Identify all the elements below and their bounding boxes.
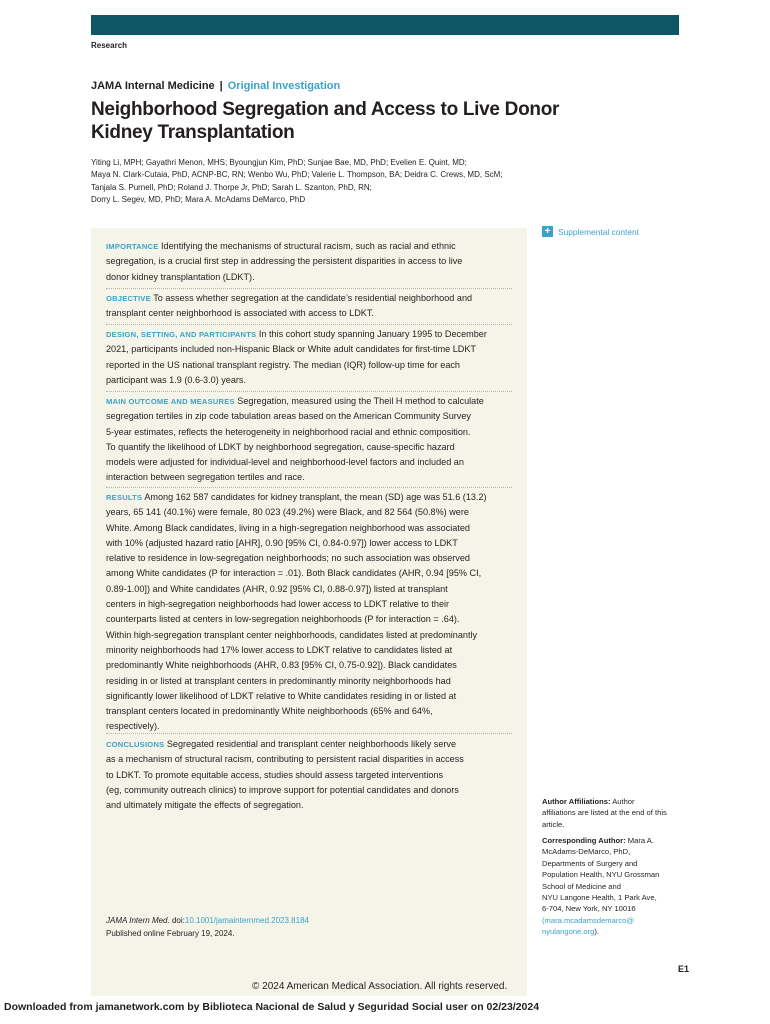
title-line: Neighborhood Segregation and Access to Live Donor (91, 99, 560, 120)
abstract-heading: MAIN OUTCOME AND MEASURES (106, 397, 235, 406)
email-link[interactable]: (mara.mcadamsdemarco@ (542, 915, 635, 925)
section-label: Research (91, 41, 128, 50)
abstract-line: reported in the US national transplant registry. The median (IQR) follow-up time for each (106, 359, 460, 370)
section-divider (106, 487, 512, 488)
supplemental-label: Supplemental content (558, 226, 640, 237)
abstract-line: (eg, community outreach clinics) to improve support for potential candidates and donors (106, 784, 459, 795)
abstract-line: respectively). (106, 721, 160, 732)
doi-link[interactable]: 10.1001/jamainternmed.2023.8184 (184, 916, 309, 925)
abstract-objective (106, 291, 518, 322)
corresponding-line: Population Health, NYU Grossman (542, 870, 660, 880)
email-close: ). (594, 927, 599, 937)
corresponding-line: School of Medicine and (542, 881, 621, 891)
copyright-notice: © 2024 American Medical Association. All rights reserved. (252, 981, 508, 992)
abstract-line: predominantly White neighborhoods (AHR, 0.83 [95% CI, 0.75-0.92]). Black candidates (106, 660, 457, 671)
abstract-line: years, 65 141 (40.1%) were female, 80 023 (49.2%) were Black, and 82 564 (50.8%) were (106, 507, 469, 518)
abstract-line: donor kidney transplantation (LDKT). (106, 271, 255, 282)
corresponding-line: Mara A. (627, 836, 654, 845)
corresponding-line: 6-704, New York, NY 10016 (542, 904, 636, 914)
title-line: Kidney Transplantation (91, 122, 295, 143)
abstract-line: Identifying the mechanisms of structural racism, such as racial and ethnic (161, 241, 456, 251)
abstract-line: minority neighborhoods had 17% lower access to LDKT relative to candidates listed at (106, 644, 453, 655)
abstract-line: Among 162 587 candidates for kidney transplant, the mean (SD) age was 51.6 (13.2) (144, 492, 487, 502)
abstract-line: with 10% (adjusted hazard ratio [AHR], 0.90 [95% CI, 0.84-0.97]) lower access to LDKT (106, 537, 458, 548)
abstract-line: In this cohort study spanning January 1995 to December (258, 329, 487, 339)
abstract-line: Segregated residential and transplant center neighborhoods likely serve (166, 739, 457, 749)
author-line: Maya N. Clark-Cutaia, PhD, ACNP-BC, RN; Wenbo Wu, PhD; Valerie L. Thompson, BA; Deidra C. Crews, MD, ScM; (91, 170, 503, 180)
abstract-line: as a mechanism of structural racism, contributing to persistent racial disparities in access (106, 754, 464, 765)
abstract-line: significantly lower likelihood of LDKT relative to White candidates residing in or listed at (106, 690, 457, 701)
journal-name: JAMA Internal Medicine (91, 80, 215, 92)
abstract-conclusions (106, 737, 518, 813)
abstract-line: To quantify the likelihood of LDKT by neighborhood segregation, cause-specific hazard (106, 441, 455, 452)
journal-abbrev: JAMA Intern Med. (106, 916, 170, 925)
author-list (91, 157, 591, 207)
abstract-line: centers in high-segregation neighborhoods had lower access to LDKT relative to their (106, 599, 450, 610)
author-affiliations (542, 796, 692, 830)
supplemental-content-link[interactable] (542, 226, 639, 237)
abstract-line: relative to residence in low-segregation neighborhoods; no such association was observed (106, 553, 470, 564)
abstract-heading: DESIGN, SETTING, AND PARTICIPANTS (106, 330, 257, 339)
section-divider (106, 288, 512, 289)
article-title (91, 98, 611, 144)
affiliations-line: article. (542, 819, 565, 829)
abstract-line: interaction between segregation tertiles and race. (106, 472, 305, 483)
abstract-line: To assess whether segregation at the candidate’s residential neighborhood and (153, 293, 473, 303)
plus-icon: + (542, 226, 553, 237)
abstract-line: 0.89-1.00]) and White candidates (AHR, 0.92 [95% CI, 0.88-0.97]) listed at transplant (106, 583, 448, 594)
abstract-line: transplant center neighborhood is associated with access to LDKT. (106, 308, 374, 319)
abstract-line: Within high-segregation transplant center neighborhoods, candidates listed at predominantly (106, 629, 478, 640)
corresponding-line: NYU Langone Health, 1 Park Ave, (542, 893, 657, 903)
affiliations-line: Author (612, 797, 635, 806)
abstract-results (106, 490, 518, 735)
abstract-line: and ultimately mitigate the effects of segregation. (106, 800, 304, 811)
abstract-heading: RESULTS (106, 493, 143, 502)
abstract-line: White. Among Black candidates, living in a high-segregation neighborhood was associated (106, 522, 470, 533)
page-number: E1 (678, 964, 690, 974)
author-line: Dorry L. Segev, MD, PhD; Mara A. McAdams DeMarco, PhD (91, 195, 306, 205)
abstract-line: residing in or listed at transplant centers in predominantly minority neighborhoods had (106, 675, 451, 686)
journal-separator: | (219, 80, 223, 92)
abstract-line: segregation, is a crucial first step in addressing the persistent disparities in access to live (106, 256, 463, 267)
section-divider (106, 733, 512, 734)
download-notice: Downloaded from jamanetwork.com by Biblioteca Nacional de Salud y Seguridad Social user on 02/23/2024 (4, 1001, 540, 1013)
citation (106, 915, 309, 940)
section-divider (106, 324, 512, 325)
abstract-line: transplant centers located in predominantly White neighborhoods (65% and 64%, (106, 706, 433, 717)
author-line: Tanjala S. Purnell, PhD; Roland J. Thorpe Jr, PhD; Sarah L. Szanton, PhD, RN; (91, 182, 372, 192)
abstract-importance (106, 239, 518, 285)
corresponding-line: Departments of Surgery and (542, 858, 638, 868)
abstract-line: segregation tertiles in zip code tabulation areas based on the American Community Survey (106, 411, 471, 422)
abstract-line: counterparts listed at centers in low-segregation neighborhoods (P for interaction = .64). (106, 614, 460, 625)
affiliations-heading: Author Affiliations: (542, 797, 611, 806)
abstract-line: to LDKT. To promote equitable access, studies should assess targeted interventions (106, 769, 443, 780)
abstract-heading: CONCLUSIONS (106, 740, 165, 749)
abstract-line: models were adjusted for individual-level and neighborhood-level factors and included an (106, 457, 464, 468)
email-link[interactable]: nyulangone.org (542, 927, 595, 937)
doi-prefix: doi: (171, 916, 185, 925)
abstract-heading: OBJECTIVE (106, 294, 151, 303)
author-line: Yiting Li, MPH; Gayathri Menon, MHS; Byoungjun Kim, PhD; Sunjae Bae, MD, PhD; Evelien E. Quint, MD; (91, 158, 467, 167)
abstract-heading: IMPORTANCE (106, 242, 159, 251)
abstract-line: 5-year estimates, reflects the heterogeneity in neighborhood racial and ethnic composition. (106, 426, 471, 437)
article-type: Original Investigation (227, 80, 341, 92)
abstract-line: 2021, participants included non-Hispanic Black or White adult candidates for first-time LDKT (106, 344, 476, 355)
publication-date: Published online February 19, 2024. (106, 928, 235, 938)
corresponding-line: McAdams-DeMarco, PhD, (542, 847, 631, 857)
abstract-measures (106, 394, 518, 486)
journal-line (91, 80, 340, 92)
abstract-line: participant was 1.9 (0.6-3.0) years. (106, 374, 247, 385)
corresponding-heading: Corresponding Author: (542, 836, 626, 845)
affiliations-line: affiliations are listed at the end of this (542, 808, 667, 818)
abstract-line: among White candidates (P for interaction = .01). Both Black candidates (AHR, 0.94 [95% CI, (106, 568, 482, 579)
abstract-design (106, 327, 518, 388)
section-divider (106, 391, 512, 392)
abstract-line: Segregation, measured using the Theil H method to calculate (237, 396, 484, 406)
corresponding-author (542, 835, 692, 938)
header-color-bar (91, 15, 679, 35)
